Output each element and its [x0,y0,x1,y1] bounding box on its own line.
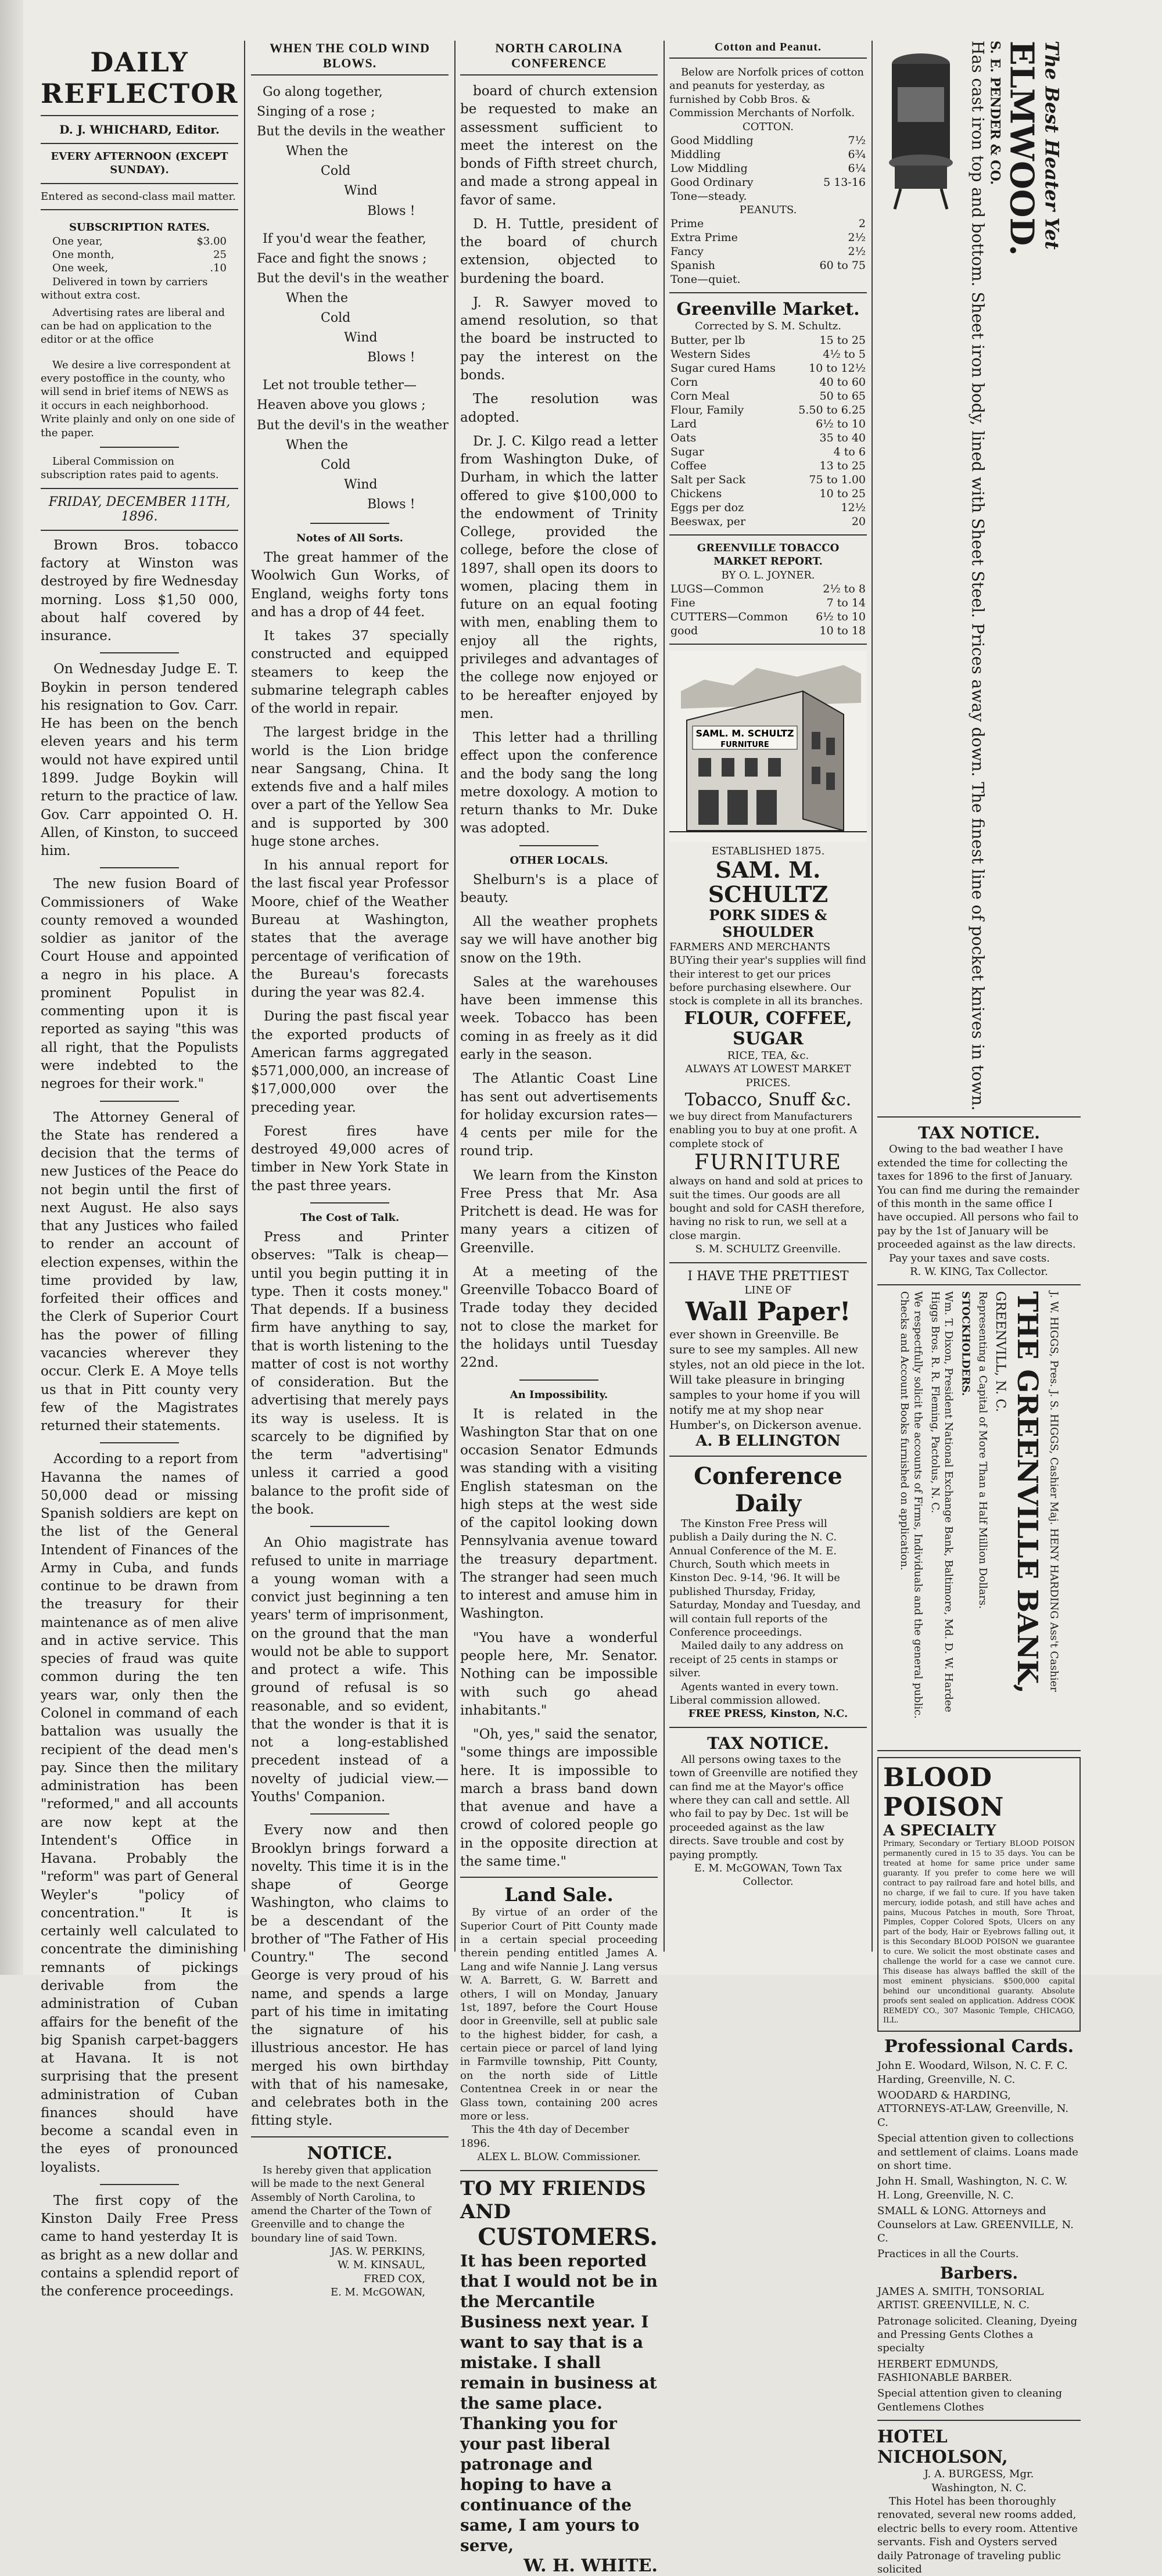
price-value: 5.50 to 6.25 [798,403,866,416]
professional-card-line: Special attention given to collections and settlement of claims. Loans made on short time. [877,2132,1078,2172]
price-value: 50 to 65 [819,389,866,403]
correspondent-note: We desire a live correspondent at every postoffice in the county, who will send in brief items of NEWS as it occurs in each neighborhood. Write plainly and only on one side of the paper. [41,358,235,439]
town-tax-body: All persons owing taxes to the town of Greenville are notified they can find me at the Mayor's office where they can call and settle. All who fail to pay by Dec. 1st will be proceeded against as the law directs. Save trouble and cost by paying promptly. [669,1753,858,1861]
price-value: 2½ [848,231,866,245]
price-label: Chickens [670,487,722,500]
land-heading: Land Sale. [504,1884,614,1906]
local-item: We learn from the Kinston Free Press that Mr. Asa Pritchett is dead. He was for many years a citizen of Greenville. [460,1167,658,1256]
subscription-label: One week, [52,262,109,275]
price-row [669,231,867,245]
poem-line: Wind [344,477,378,492]
schultz-text: FARMERS AND MERCHANTS BUYing their year's supplies will find their interest to get our prices before purchasing elsewhere. Our stock is complete in all its branches. [669,940,866,1008]
schultz-city: S. M. SCHULTZ Greenville. [695,1243,841,1256]
local-item: At a meeting of the Greenville Tobacco Board of Trade today they decided not to close the market for the holidays until Tuesday 22nd. [460,1264,658,1371]
conference-paragraph: board of church extension be requested to make an assessment sufficient to meet the interest on the bonds of Fifth street church, and made a strong appeal in favor of same. [460,84,658,208]
conference-paragraph: Dr. J. C. Kilgo read a letter from Washington Duke, of Durham, in which the latter offered to give $100,000 to the endowment of Trinity College, provided the college, before the close of 1897, shall open its doors to women, placing them in future on an equal footing with men, enabling them to enjoy all the rights, privileges and advantages of the college now enjoyed or to be hereafter enjoyed by men. [460,433,658,721]
price-label: CUTTERS—Common [670,610,788,623]
schedule-line: EVERY AFTERNOON (EXCEPT SUNDAY). [51,150,228,177]
blood-title: BLOOD POISON [883,1763,1005,1823]
price-row [669,515,867,529]
bank-rep: Representing a Capital of More Than a Half Million Dollars. [976,1291,989,1609]
price-label: Fancy [670,245,704,258]
subscription-heading: SUBSCRIPTION RATES. [69,221,210,234]
blood-body: Primary, Secondary or Tertiary BLOOD POISON permanently cured in 15 to 35 days. You can be treated at home for same price under same guaranty. If you prefer to come here we will contract to pay railroad fare and hotel bills, and no charge, if we fail to cure. If you have taken mercury, iodide potash, and still have aches and pains, Mucous Patches in mouth, Sore Throat, Pimples, Copper Colored Spots, Ulcers on any part of the body, Hair or Eyebrows falling out, it is this Secondary BLOOD POISON we guarantee to cure. We solicit the most obstinate cases and challenge the world for a case we cannot cure. This disease has always baffled the skill of the most eminent physicians. $500,000 capital behind our unconditional guaranty. Absolute proofs sent sealed on application. Address COOK REMEDY CO., 307 Masonic Temple, CHICAGO, ILL. [883,1840,1075,2025]
price-row [669,487,867,501]
subscription-label: One year, [52,235,103,247]
subscription-value: .10 [210,262,227,275]
notice-signer: FRED COX, [363,2272,425,2285]
hotel-mgr: J. A. BURGESS, Mgr. [924,2468,1034,2481]
price-label: good [670,624,698,637]
bank-holders: Wm. T. Dixon, President National Exchange Bank, Baltimore, Md. D. W. Hardee Higgs Bros. R. R. Fleming, Pactolus, N. C. [928,1291,955,1713]
notes-list [251,549,449,1195]
price-value [799,189,867,203]
price-value: 6¾ [848,148,866,161]
page-edge [0,0,23,1975]
locals-list [460,871,658,1373]
white-title-1: TO MY FRIENDS AND [460,2176,646,2223]
price-row [669,459,867,473]
price-row [669,361,867,375]
hotel-city: Washington, N. C. [931,2481,1027,2494]
subscription-value: 25 [213,248,227,261]
note-item: In his annual report for the last fiscal year Professor Moore, chief of the Weather Bureau at Washington, states that the average percentage of verification of the Bureau's forecasts during the year was 82.4. [251,858,449,1001]
price-value: 13 to 25 [819,459,866,472]
store-sign-sub: FURNITURE [720,740,769,749]
conference-daily-sign: FREE PRESS, Kinston, N.C. [688,1708,848,1720]
poem-line: Cold [321,164,351,179]
conference-daily-title: Conference Daily [694,1462,842,1517]
market-table [669,333,867,529]
price-row [669,375,867,389]
column-3 [460,41,658,2576]
price-row [669,161,867,175]
prof-heading: Professional Cards. [884,2036,1074,2057]
poem-title: WHEN THE COLD WIND BLOWS. [251,41,449,76]
price-value: 6½ to 10 [816,610,866,623]
conference-paragraph: The resolution was adopted. [460,391,658,425]
barbers-cards [877,2285,1081,2415]
impossibility-paragraph: It is related in the Washington Star that on one occasion Senator Edmunds was standing with a visiting English statesman on the high steps at the west side of the capitol looking down Pennsylvania avenue toward the treasury department. The stranger had seen much to interest and amuse him in Washington. [460,1406,658,1622]
price-label: Middling [670,148,721,161]
impossibility-paragraph: "You have a wonderful people here, Mr. Senator. Nothing can be impossible with such go ahead inhabitants." [460,1630,658,1718]
conference-daily-mail: Mailed daily to any address on receipt of 25 cents in stamps or silver. [669,1640,844,1680]
price-label: Flour, Family [670,403,744,416]
price-value: 20 [851,515,866,528]
wall-sign: A. B ELLINGTON [695,1432,841,1450]
price-label: LUGS—Common [670,582,764,595]
poem-line: Blows ! [367,203,415,218]
locals-heading: OTHER LOCALS. [510,854,608,867]
price-row [669,596,867,610]
price-label: Salt per Sack [670,473,746,486]
price-label: Oats [670,431,697,444]
white-body: It has been reported that I would not be in the Mercantile Business next year. I want to say that is a mistake. I shall remain in business at the same place. Thanking you for your past liberal patronage and hoping to have a continuance of the same, I am yours to serve, [460,2251,658,2555]
price-value: 7 to 14 [826,596,866,609]
schultz-established: ESTABLISHED 1875. [711,845,825,857]
subscription-row [41,248,238,261]
price-label: Good Middling [670,134,754,147]
market-heading: Greenville Market. [676,299,860,320]
poem-line: Let not trouble tether— [263,378,417,393]
commission-note: Liberal Commission on subscription rates paid to agents. [41,455,219,482]
schultz-name: SAM. M. SCHULTZ [708,857,829,908]
price-value: 10 to 25 [819,487,866,500]
subscription-value: $3.00 [196,235,227,247]
local-item: Shelburn's is a place of beauty. [460,872,658,906]
professional-card-line: WOODARD & HARDING, ATTORNEYS-AT-LAW, Greenville, N. C. [877,2089,1069,2129]
price-row [669,624,867,638]
dateline: FRIDAY, DECEMBER 11TH, 1896. [48,494,231,524]
price-row [669,217,867,231]
cotton-heading: Cotton and Peanut. [669,41,867,59]
notice-body: Is hereby given that application will be made to the next General Assembly of North Carolina, to amend the Charter of the Town of Greenville and to change the boundary line of said Town. [251,2164,432,2244]
col1-article: The Attorney General of the State has rendered a decision that the terms of new Justices of the Peace do not begin until the first of next August. He also says that any Justices who failed to render an account of election expenses, within the time provided by law, forfeited their offices and the Clerk of Superior Court has the power of filling vacancies wherever they occur. Clerk E. A Moye tells us that in Pitt county very few of the Magistrates returned their statements. [41,1109,238,1434]
bank-stock: STOCKHOLDERS. [959,1291,972,1396]
heater-sign: S. E. PENDER & CO. [987,41,1003,185]
wall-line-2: LINE OF [744,1284,792,1296]
price-label: Corn Meal [670,389,730,403]
masthead-title: DAILY REFLECTOR [41,46,239,109]
poem-line: When the [286,144,348,159]
price-label: Prime [670,217,704,231]
column-rule [871,41,873,1952]
stove-illustration [877,41,964,482]
price-row [669,610,867,624]
price-row [669,417,867,431]
poem-line: When the [286,437,348,452]
cost-article: Press and Printer observes: "Talk is cheap—until you begin putting it in type. Then it costs money." That depends. If a business firm have anything to say, that is worth listening to the matter of cost is not worthy of consideration. But the advertising that merely pays its way is useless. It is scarcely to be dignified by the term "advertising" unless it carried a good balance to the profit side of the book. [251,1230,449,1517]
subscription-row [41,235,238,248]
price-row [669,431,867,445]
poem-line: But the devils in the weather [257,124,445,139]
impossibility-heading: An Impossibility. [510,1388,608,1401]
col1-article: According to a report from Havanna the names of 50,000 dead or missing Spanish soldiers are kept on the list of the General Intendent of Finances of the Army in Cuba, and funds continue to be drawn from the treasury for their maintenance as of men alive and in active service. This species of fraud was quite common during the ten years war, only then the Colonel in command of each battalion was usually the recipient of the dead men's pay. Since then the military administration has been "reformed," and all accounts are now kept at the Intendent's Office in Havana. Probably the "reform" was part of General Weyler's "policy of concentration." It is certainly well calculated to concentrate the diminishing remnants of pickings derivable from the administration of Cuban affairs for the benefit of the big Spanish carpet-baggers at Havana. It is not surprising that the present administration of Cuban finances should have become a scandal even in the eyes of pronounced loyalists. [41,1452,238,2175]
price-value: 7½ [848,134,866,147]
price-value: 35 to 40 [819,431,866,444]
price-label: Low Middling [670,161,748,175]
price-row [669,501,867,515]
county-tax-heading: TAX NOTICE. [918,1123,1040,1143]
poem-line: Blows ! [367,497,415,512]
price-label: Tone—quiet. [670,273,741,286]
county-tax-body: Owing to the bad weather I have extended the time for collecting the taxes for 1896 to the first of January. You can find me during the remainder of this month in the same office I have occupied. All persons who fail to pay by the 1st of January will be proceeded against as the law directs. [877,1143,1079,1251]
professional-card-line: SMALL & LONG. Attorneys and Counselors at Law. GREENVILLE, N. C. [877,2205,1074,2244]
price-value: 2½ [848,245,866,258]
poem-line: Wind [344,184,378,199]
impossibility-paragraph: "Oh, yes," said the senator, "some things are impossible here. It is impossible to march a brass band down that avenue and have a crowd of colored people go in the opposite direction at the same time." [460,1727,658,1869]
barbers-heading: Barbers. [939,2263,1018,2283]
blood-sub: A SPECIALTY [883,1822,996,1840]
cotton-table [669,134,867,203]
poem-line: Cold [321,311,351,326]
notice-signer: W. M. KINSAUL, [337,2259,425,2272]
column-rule [664,41,665,1952]
town-tax-sign: E. M. McGOWAN, Town Tax Collector. [694,1862,842,1888]
peanuts-table [669,217,867,286]
price-value: 4½ to 5 [823,347,866,361]
poem-line: Wind [344,330,378,346]
land-sign: ALEX L. BLOW. Commissioner. [477,2151,641,2164]
local-item: Sales at the warehouses have been immense this week. Tobacco has been coming in as freely as it did early in the season. [460,974,658,1063]
conference-paragraph: J. R. Sawyer moved to amend resolution, so that the board be instructed to pay the interest on the bonds. [460,294,658,383]
cotton-intro: Below are Norfolk prices of cotton and peanuts for yesterday, as furnished by Cobb Bros. & Commission Merchants of Norfolk. [669,66,864,120]
price-value: 6¼ [848,161,866,175]
tobacco-table [669,582,867,638]
note-item: During the past fiscal year the exported products of American farms aggregated $571,000,000, an increase of $17,000,000 over the preceding year. [251,1009,449,1115]
schultz-furniture: FURNITURE [694,1151,842,1175]
tobacco-heading: GREENVILLE TOBACCO MARKET REPORT. [697,541,840,568]
price-label: Coffee [670,459,706,472]
schultz-buy: we buy direct from Manufacturers enabling you to buy at one profit. A complete stock of [669,1111,858,1150]
price-label: Extra Prime [670,231,738,245]
column-4 [669,41,867,1952]
professional-cards [877,2059,1081,2261]
price-label: Fine [670,596,695,609]
schultz-low: ALWAYS AT LOWEST MARKET PRICES. [685,1063,851,1089]
barber-card-line: Patronage solicited. Cleaning, Dyeing and Pressing Gents Clothes a specialty [877,2315,1078,2355]
bank-ad [877,1291,1081,1744]
professional-card-line: John E. Woodard, Wilson, N. C. F. C. Harding, Greenville, N. C. [877,2060,1068,2086]
col1-article: Brown Bros. tobacco factory at Winston was destroyed by fire Wednesday morning. Loss $1,50 000, about half covered by insurance. [41,537,238,644]
col1-articles [41,537,238,2301]
column-rule [454,41,456,1952]
schultz-tobacco: Tobacco, Snuff &c. [684,1090,852,1111]
professional-card-line: John H. Small, Washington, N. C. W. H. Long, Greenville, N. C. [877,2175,1068,2201]
price-label: Western Sides [670,347,751,361]
price-value: 40 to 60 [819,375,866,389]
price-value: 12½ [841,501,866,514]
professional-card-line: Practices in all the Courts. [877,2248,1019,2261]
wall-line-1: I HAVE THE PRETTIEST [687,1269,849,1284]
price-value: 15 to 25 [819,333,866,347]
subscription-label: One month, [52,248,114,261]
price-value: 5 13-16 [823,175,866,189]
column-rule [244,41,245,1952]
price-row [669,389,867,403]
price-label: Sugar [670,445,704,458]
subscription-rates [41,235,238,275]
notes-heading: Notes of All Sorts. [296,531,403,544]
cost-heading: The Cost of Talk. [300,1212,400,1224]
wall-body: ever shown in Greenville. Be sure to see my samples. All new styles, not an old piece in the lot. Will take pleasure in bringing samples to your home if you will notify me at my shop near Humber's, on Dickerson avenue. [669,1327,865,1432]
conference-daily-agents: Agents wanted in every town. Liberal commission allowed. [669,1680,839,1706]
poem-line: But the devil's in the weather [257,271,449,286]
price-row [669,445,867,459]
column-2 [251,41,449,2299]
local-item: All the weather prophets say we will have another big snow on the 19th. [460,914,658,966]
poem-line: But the devil's in the weather [257,418,449,433]
col1-article: The first copy of the Kinston Daily Free Press came to hand yesterday It is as bright as a new dollar and contains a splendid report of the conference proceedings. [41,2193,238,2300]
price-row [669,245,867,258]
price-value: 10 to 18 [819,624,866,637]
conference-heading: NORTH CAROLINA CONFERENCE [460,41,658,76]
barber-card-line: JAMES A. SMITH, TONSORIAL ARTIST. GREENVILLE, N. C. [877,2285,1044,2312]
price-value: 60 to 75 [819,259,866,272]
price-row [669,403,867,417]
brooklyn-article: Every now and then Brooklyn brings forward a novelty. This time it is in the shape of George Washington, who claims to be a descendant of the brother of "The Father of His Country." The second George is very proud of his name, and spends a large part of his time in imitating the signature of his illustrious ancestor. He has merged his own birthday with that of his namesake, and celebrates both in the fitting style. [251,1823,449,2129]
price-row [669,347,867,361]
price-value: 75 to 1.00 [809,473,866,486]
heater-title: The Best Heater Yet [1041,41,1063,250]
bank-officers: J. W. HIGGS, Pres. J. S. HIGGS, Cashier Maj. HENY HARDING Ass't Cashier [1048,1291,1060,1693]
heater-body: Has cast iron top and bottom. Sheet iron body, lined with Sheet Steel. Prices away down. The finest line of pocket knives in town. [968,41,988,1111]
hotel-body: This Hotel has been thoroughly renovated, several new rooms added, electric bells to every room. Attentive servants. Fish and Oysters served daily Patronage of traveling public solicited [877,2495,1078,2575]
price-label: Tone—steady. [670,189,747,203]
heater-ad [877,41,1081,1111]
store-sign-text: SAML. M. SCHULTZ [695,727,794,739]
white-sign: W. H. WHITE. [523,2555,658,2576]
bank-solicit: We respectfully solicit the accounts of Firms, Individuals and the general public. Checks and Account Books furnished on application. [898,1291,924,1719]
price-row [669,258,867,272]
heater-name: ELMWOOD. [1002,41,1041,256]
advertising-note: Advertising rates are liberal and can be had on application to the editor or at the office [41,306,225,346]
note-item: The great hammer of the Woolwich Gun Works, of England, weighs forty tons and has a drop of 44 feet. [251,549,449,620]
poem-line: Singing of a rose ; [257,105,375,120]
wall-title: Wall Paper! [685,1296,851,1327]
barber-card-line: Special attention given to cleaning Gentlemens Clothes [877,2387,1063,2413]
town-tax-heading: TAX NOTICE. [707,1733,829,1753]
schultz-goods: FLOUR, COFFEE, SUGAR [684,1008,852,1049]
price-label: Eggs per doz [670,501,744,514]
price-row [669,333,867,347]
mail-line: Entered as second-class mail matter. [41,190,236,203]
price-label: Spanish [670,259,715,272]
conference-paragraph: D. H. Tuttle, president of the board of church extension, objected to burdening the board. [460,216,658,286]
county-tax-sign: R. W. KING, Tax Collector. [910,1265,1048,1278]
col1-article: On Wednesday Judge E. T. Boykin in person tendered his resignation to Gov. Carr. He has been on the bench eleven years and his term would not have expired until 1899. Judge Boykin will return to the practice of law. Gov. Carr appointed O. H. Allen, of Kinston, to succeed him. [41,662,238,859]
notice-heading: NOTICE. [307,2143,393,2164]
price-label: Butter, per lb [670,333,745,347]
local-item: The Atlantic Coast Line has sent out advertisements for holiday excursion rates—4 cents per mile for the round trip. [460,1071,658,1159]
bank-name: THE GREENVILLE BANK, [1010,1291,1043,1694]
price-row [669,175,867,189]
schultz-hand: always on hand and sold at prices to suit the times. Our goods are all bought and sold for CASH therefore, having no risk to run, we sell at a close margin. [669,1175,865,1242]
impossibility-article [460,1406,658,1871]
notice-signer: E. M. McGOWAN, [330,2286,425,2299]
notice-signer: JAS. W. PERKINS, [331,2246,425,2258]
price-value: 6½ to 10 [816,417,866,430]
price-label: Beeswax, per [670,515,746,528]
poem-line: Cold [321,457,351,472]
poem-line: If you'd wear the feather, [263,231,426,246]
price-label: Good Ordinary [670,175,754,189]
hotel-name: HOTEL NICHOLSON, [877,2427,1008,2468]
price-value: 2½ to 8 [823,582,866,595]
note-item: Forest fires have destroyed 49,000 acres of timber in New York State in the past three years. [251,1123,449,1194]
price-value: 2 [858,217,866,231]
editor-line: D. J. WHICHARD, Editor. [59,123,220,136]
price-row [669,272,867,286]
schultz-sub: PORK SIDES & SHOULDER [709,906,827,940]
cotton-label: COTTON. [743,120,794,133]
price-value: 10 to 12½ [809,361,866,375]
price-row [669,148,867,161]
market-by: Corrected by S. M. Schultz. [695,320,841,333]
price-label: Lard [670,417,697,430]
conference-paragraph: This letter had a thrilling effect upon the conference and the body sang the long metre doxology. A motion to return thanks to Mr. Duke was adopted. [460,730,658,836]
land-body: By virtue of an order of the Superior Court of Pitt County made in a certain special proceeding therein pending entitled James A. Lang and wife Nannie J. Lang versus W. A. Barrett, G. W. Barrett and others, I will on Monday, January 1st, 1897, before the Court House door in Greenville, sell at public sale to the highest bidder, for cash, a certain piece or parcel of land lying in Farmville township, Pitt County, on the north side of Little Contentnea Creek in or near the Glass town, containing 200 acres more or less. [460,1906,658,2123]
poem [251,82,449,515]
conference-daily-body: The Kinston Free Press will publish a Daily during the N. C. Annual Conference of the M. E. Church, South which meets in Kinston Dec. 9-14, '96. It will be published Thursday, Friday, Saturday, Monday and Tuesday, and will contain full reports of the Conference proceedings. [669,1517,861,1639]
subscription-row [41,261,238,275]
poem-line: Blows ! [367,350,415,365]
note-item: The largest bridge in the world is the Lion bridge near Sangsang, China. It extends five and a half miles over a part of the Yellow Sea and is supported by 300 huge stone arches. [251,725,449,849]
column-5 [877,41,1081,2575]
white-title-2: CUSTOMERS. [478,2223,658,2251]
ohio-article: An Ohio magistrate has refused to unite in marriage a young woman with a convict just beginning a ten years' term of imprisonment, on the ground that the man would not be able to support and protect a wife. This ground of refusal is so reasonable, and so evident, that the wonder is that it is not a long-established precedent instead of a novelty of judicial view.—Youths' Companion. [251,1535,449,1805]
price-label: Corn [670,375,698,389]
price-row [669,582,867,596]
blood-poison-ad [877,1757,1081,2032]
notice-names [251,2245,449,2300]
price-row [669,189,867,203]
price-row [669,134,867,148]
tobacco-by: BY O. L. JOYNER. [721,569,815,581]
column-1 [41,41,239,2300]
price-row [669,473,867,487]
col1-article: The new fusion Board of Commissioners of Wake county removed a wounded soldier as janitor of the Court House and appointed a negro in his place. A prominent Populist in commenting upon it is reported as saying "this was all right, that the Populists were indebted to the negroes for their work." [41,876,238,1092]
poem-line: When the [286,290,348,306]
price-label: Sugar cured Hams [670,361,776,375]
price-value: 4 to 6 [833,445,866,458]
peanuts-label: PEANUTS. [739,203,797,216]
barber-card-line: HERBERT EDMUNDS, FASHIONABLE BARBER. [877,2358,1013,2384]
poem-line: Face and fight the snows ; [257,251,427,266]
poem-line: Go along together, [263,85,383,99]
note-item: It takes 37 specially constructed and equipped steamers to keep the submarine telegraph cables of the world in repair. [251,628,449,717]
schultz-store-illustration [669,651,867,842]
bank-city: GREENVILL, N. C. [992,1291,1007,1413]
land-date: This the 4th day of December 1896. [460,2124,629,2150]
delivery-note: Delivered in town by carriers without extra cost. [41,275,208,302]
poem-line: Heaven above you glows ; [257,398,426,413]
conference-report [460,82,658,838]
county-tax-pay: Pay your taxes and save costs. [889,1252,1050,1264]
schultz-goods2: RICE, TEA, &c. [727,1049,809,1062]
price-value [788,272,867,286]
